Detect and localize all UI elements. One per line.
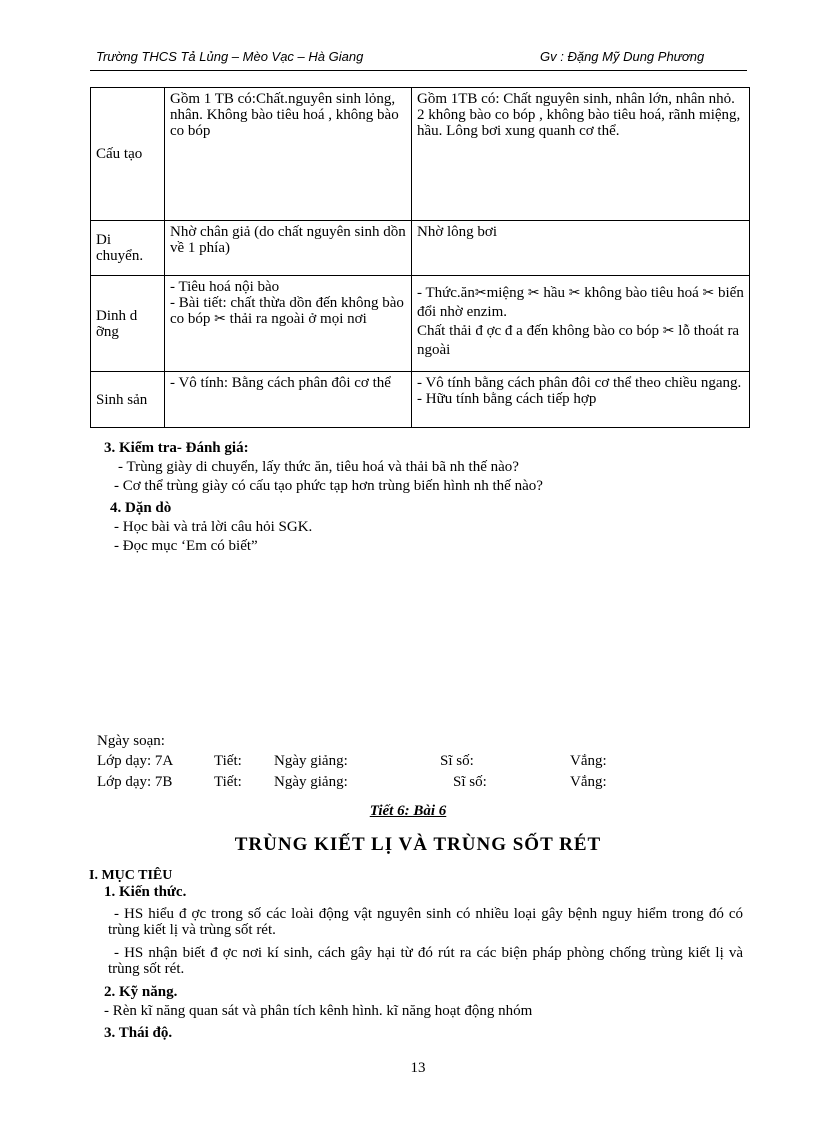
list-item: - Cơ thể trùng giày có cấu tạo phức tạp hơn trùng biến hình nh thế nào? bbox=[114, 478, 543, 494]
arrow-icon: ✂ bbox=[527, 285, 540, 301]
page-number: 13 bbox=[410, 1060, 426, 1076]
table-cell bbox=[412, 372, 750, 428]
table-cell: Nhờ lông bơi bbox=[412, 221, 750, 276]
row-label: Di chuyển. bbox=[91, 221, 165, 276]
skills-item: - Rèn kĩ năng quan sát và phân tích kênh hình. kĩ năng hoạt động nhóm bbox=[104, 1003, 533, 1019]
section-review bbox=[104, 439, 543, 496]
cell-text: - Thức.ăn bbox=[417, 285, 475, 301]
list-item: - Đọc mục ‘Em có biết” bbox=[114, 538, 258, 554]
table-cell bbox=[412, 276, 750, 372]
table-cell: Gồm 1TB có: Chất nguyên sinh, nhân lớn, nhân nhỏ. 2 không bào co bóp , không bào tiêu hoá, rãnh miệng, hầu. Lông bơi xung quanh cơ thể. bbox=[412, 88, 750, 221]
lesson-title: TRÙNG KIẾT LỊ VÀ TRÙNG SỐT RÉT bbox=[234, 834, 602, 855]
cell-line: - Tiêu hoá nội bào bbox=[170, 279, 280, 295]
class-size-label: Sĩ số: bbox=[440, 753, 474, 769]
arrow-icon: ✂ bbox=[214, 311, 226, 327]
section-homework bbox=[110, 499, 312, 556]
section-heading: 3. Kiểm tra- Đánh giá: bbox=[104, 440, 249, 456]
knowledge-item: - HS hiểu đ ợc trong số các loài động vật nguyên sinh có nhiều loại gây bệnh nguy hiểm trong đó có trùng kiết lị và trùng sốt rét. bbox=[108, 906, 743, 938]
table-cell: Gồm 1 TB có:Chất.nguyên sinh lỏng, nhân. Không bào tiêu hoá , không bào co bóp bbox=[165, 88, 412, 221]
row-label: Cấu tạo bbox=[91, 88, 165, 221]
table-cell bbox=[165, 276, 412, 372]
knowledge-heading: 1. Kiến thức. bbox=[104, 884, 187, 900]
class-size-label: Sĩ số: bbox=[453, 774, 487, 790]
class-label: Lớp dạy: 7A bbox=[97, 753, 174, 769]
cell-text: không bào tiêu hoá bbox=[584, 285, 699, 301]
header-divider bbox=[90, 70, 747, 71]
attitude-heading: 3. Thái độ. bbox=[104, 1025, 173, 1041]
objectives-heading: I. MỤC TIÊU bbox=[89, 868, 173, 883]
table-cell: - Vô tính: Bằng cách phân đôi cơ thể bbox=[165, 372, 412, 428]
cell-text: Chất thải đ ợc đ a đến không bào co bóp bbox=[417, 323, 660, 339]
period-label: Tiết: bbox=[214, 753, 242, 769]
teaching-date-label: Ngày giảng: bbox=[274, 774, 348, 790]
cell-text: biến đổi nhờ enzim. bbox=[417, 285, 744, 320]
cell-text: thải ra ngoài ở mọi nơi bbox=[229, 311, 367, 327]
table-row bbox=[91, 276, 750, 372]
knowledge-item: - HS nhận biết đ ợc nơi kí sinh, cách gây hại từ đó rút ra các biện pháp phòng chống trùng kiết lị và trùng sốt rét. bbox=[108, 945, 743, 977]
list-item: - Trùng giày di chuyển, lấy thức ăn, tiêu hoá và thải bã nh thế nào? bbox=[118, 459, 519, 475]
header-school: Trường THCS Tả Lủng – Mèo Vạc – Hà Giang bbox=[96, 49, 364, 64]
table-row bbox=[91, 88, 750, 221]
cell-line: - Hữu tính bằng cách tiếp hợp bbox=[417, 391, 597, 407]
table-cell: Nhờ chân giả (do chất nguyên sinh dồn về 1 phía) bbox=[165, 221, 412, 276]
period-label: Tiết: bbox=[214, 774, 242, 790]
header-teacher: Gv : Đặng Mỹ Dung Phương bbox=[540, 49, 705, 64]
skills-heading: 2. Kỹ năng. bbox=[104, 984, 178, 1000]
row-label: Sinh sản bbox=[91, 372, 165, 428]
teaching-date-label: Ngày giảng: bbox=[274, 753, 348, 769]
arrow-icon: ✂ bbox=[662, 323, 675, 339]
comparison-table bbox=[90, 87, 750, 428]
section-heading: 4. Dặn dò bbox=[110, 500, 172, 516]
arrow-icon: ✂ bbox=[474, 285, 487, 301]
cell-text: lỗ thoát ra ngoài bbox=[417, 323, 740, 358]
table-row bbox=[91, 372, 750, 428]
row-label: Dinh d ỡng bbox=[91, 276, 165, 372]
arrow-icon: ✂ bbox=[568, 285, 581, 301]
list-item: - Học bài và trả lời câu hỏi SGK. bbox=[114, 519, 313, 535]
cell-text: hầu bbox=[543, 285, 565, 301]
table-row bbox=[91, 221, 750, 276]
cell-text: - Bài tiết: chất thừa dồn đến không bào co bóp bbox=[170, 295, 404, 327]
absent-label: Vắng: bbox=[570, 774, 607, 790]
cell-text: miệng bbox=[486, 285, 525, 301]
date-prepared: Ngày soạn: bbox=[97, 733, 165, 749]
lesson-number: Tiết 6: Bài 6 bbox=[369, 803, 447, 819]
arrow-icon: ✂ bbox=[702, 285, 715, 301]
absent-label: Vắng: bbox=[570, 753, 607, 769]
class-label: Lớp dạy: 7B bbox=[97, 774, 173, 790]
cell-line: - Vô tính bằng cách phân đôi cơ thể theo chiều ngang. bbox=[417, 375, 742, 391]
cell-line bbox=[170, 295, 406, 327]
